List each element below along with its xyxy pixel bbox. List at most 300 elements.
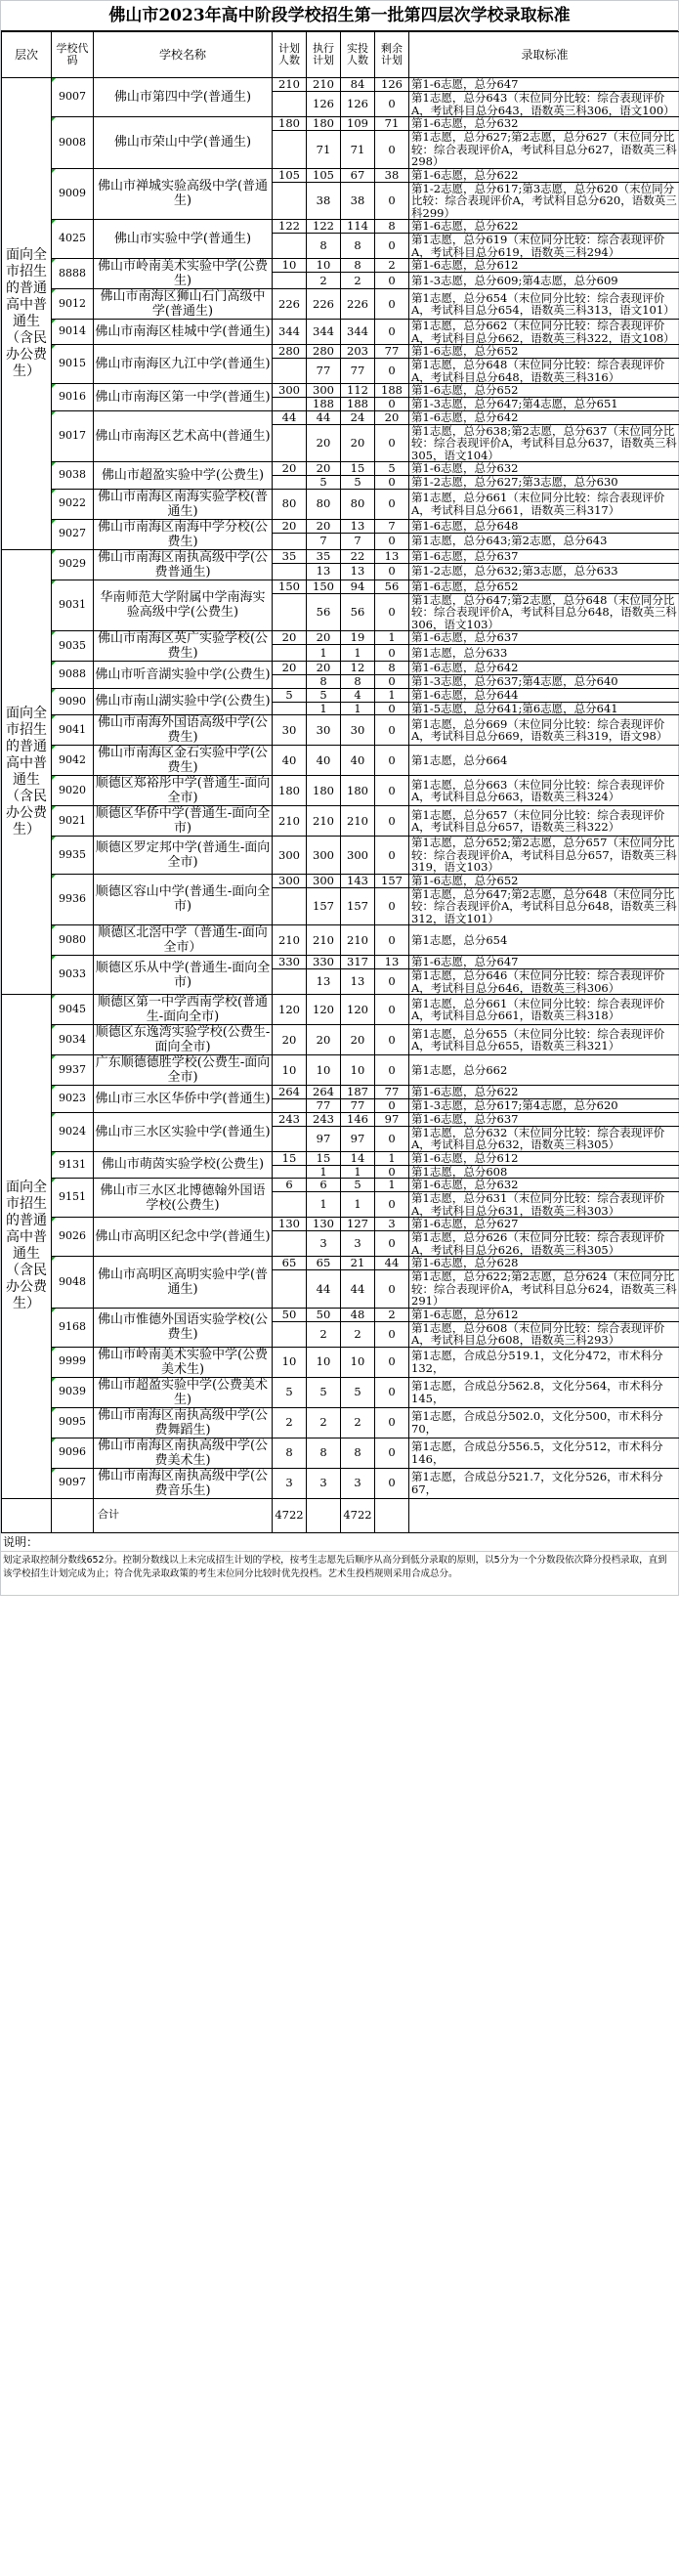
plan-count: 20 [273,662,307,675]
plan-count [273,424,307,462]
school-name: 佛山市南海区南执高级中学(公费普通生) [94,549,273,580]
admission-standard: 第1-3志愿，总分609;第4志愿，总分609 [409,273,679,289]
table-row [2,1151,679,1165]
actual-count: 120 [341,995,375,1025]
plan-count: 210 [273,806,307,837]
exec-plan: 105 [307,168,341,182]
admission-standard: 第1-6志愿，总分632 [409,117,679,131]
remaining-plan: 0 [375,1407,409,1438]
admission-standard: 第1志愿，总分626（末位同分比较：综合表现评价A，考试科目总分626，语数英三科305） [409,1231,679,1257]
actual-count: 15 [341,462,375,476]
plan-count: 300 [273,874,307,887]
exec-plan: 20 [307,631,341,645]
total-blank-code [52,1498,94,1532]
school-name: 佛山市三水区北博德翰外国语学校(公费生) [94,1179,273,1218]
plan-count: 130 [273,1218,307,1231]
actual-count: 97 [341,1126,375,1151]
admission-standard: 第1-6志愿，总分652 [409,384,679,398]
plan-count [273,1270,307,1309]
remaining-plan: 0 [375,1055,409,1086]
admission-standard: 第1志愿，总分619（末位同分比较：综合表现评价A，考试科目总分619，语数英三科294） [409,234,679,259]
exec-plan: 180 [307,776,341,806]
exec-plan: 2 [307,273,341,289]
school-name: 佛山市高明区高明实验中学(普通生) [94,1257,273,1309]
exec-plan: 8 [307,1438,341,1468]
exec-plan: 210 [307,78,341,92]
remaining-plan: 0 [375,887,409,925]
school-name: 佛山市萌茵实验学校(公费生) [94,1151,273,1179]
remaining-plan: 157 [375,874,409,887]
school-code: 9012 [52,289,94,320]
school-code: 9039 [52,1377,94,1407]
actual-count: 7 [341,533,375,549]
admission-standard: 第1志愿，总分648（末位同分比较：综合表现评价A，考试科目总分648，语数英三科316） [409,359,679,384]
plan-count: 10 [273,1055,307,1086]
school-code: 9021 [52,806,94,837]
admission-standard: 第1志愿，总分661（末位同分比较：综合表现评价A，考试科目总分661，语数英三科318） [409,995,679,1025]
remaining-plan: 0 [375,1025,409,1055]
remaining-plan: 0 [375,92,409,117]
exec-plan: 20 [307,1025,341,1055]
remaining-plan: 13 [375,549,409,563]
actual-count: 109 [341,117,375,131]
table-row [2,220,679,234]
admission-standard: 第1-6志愿，总分637 [409,1112,679,1126]
remaining-plan: 0 [375,925,409,956]
actual-count: 56 [341,593,375,631]
school-name: 顺德区乐从中学(普通生-面向全市) [94,956,273,995]
exec-plan: 10 [307,1347,341,1377]
exec-plan: 20 [307,662,341,675]
remaining-plan: 44 [375,1257,409,1270]
admission-standard: 第1-6志愿，总分647 [409,956,679,969]
table-row [2,1055,679,1086]
school-code: 9027 [52,519,94,549]
school-name: 佛山市岭南美术实验中学(公费美术生) [94,1347,273,1377]
header-level: 层次 [2,32,52,78]
school-code: 9024 [52,1112,94,1151]
admission-standard: 第1志愿，总分652;第2志愿，总分657（末位同分比较：综合表现评价A，考试科目总分657，语数英三科319，语文103） [409,837,679,875]
exec-plan: 56 [307,593,341,631]
table-row [2,1468,679,1498]
plan-count: 35 [273,549,307,563]
plan-count [273,887,307,925]
exec-plan: 5 [307,476,341,490]
admission-standard: 第1志愿，总分643;第2志愿，总分643 [409,533,679,549]
actual-count: 2 [341,1321,375,1347]
plan-count: 300 [273,384,307,398]
table-row [2,1086,679,1099]
school-code: 9096 [52,1438,94,1468]
actual-count: 5 [341,1179,375,1192]
plan-count [273,1231,307,1257]
exec-plan: 8 [307,234,341,259]
plan-count: 210 [273,925,307,956]
school-name: 华南师范大学附属中学南海实验高级中学(公费生) [94,580,273,631]
admission-standard: 第1志愿，总分633 [409,645,679,662]
actual-count: 1 [341,1165,375,1179]
remaining-plan: 8 [375,662,409,675]
school-name: 顺德区容山中学(普通生-面向全市) [94,874,273,925]
school-name: 佛山市南海区南执高级中学(公费音乐生) [94,1468,273,1498]
actual-count: 84 [341,78,375,92]
remaining-plan: 0 [375,675,409,689]
admission-standard: 第1志愿，总分662（末位同分比较：综合表现评价A，考试科目总分662，语数英三科322，语文108） [409,320,679,345]
plan-count: 80 [273,489,307,519]
admission-standard: 第1-5志愿，总分641;第6志愿，总分641 [409,702,679,715]
plan-count [273,593,307,631]
plan-count: 210 [273,78,307,92]
actual-count: 146 [341,1112,375,1126]
admission-standard: 第1志愿，总分654 [409,925,679,956]
exec-plan: 97 [307,1126,341,1151]
header-row [2,32,679,78]
remaining-plan: 0 [375,1126,409,1151]
school-name: 佛山市南海区南海中学分校(公费生) [94,519,273,549]
table-row [2,289,679,320]
school-name: 佛山市禅城实验高级中学(普通生) [94,168,273,220]
actual-count: 157 [341,887,375,925]
actual-count: 8 [341,234,375,259]
school-name: 佛山市南山湖实验中学(公费生) [94,688,273,715]
school-name: 顺德区郑裕彤中学(普通生-面向全市) [94,776,273,806]
school-code: 9048 [52,1257,94,1309]
admission-standard: 第1志愿，总分655（末位同分比较：综合表现评价A，考试科目总分655，语数英三科321） [409,1025,679,1055]
admission-standard: 第1-6志愿，总分642 [409,410,679,424]
exec-plan: 10 [307,259,341,273]
exec-plan: 50 [307,1308,341,1321]
table-row [2,837,679,875]
actual-count: 180 [341,776,375,806]
remaining-plan: 126 [375,78,409,92]
table-row [2,1218,679,1231]
school-name: 佛山市荣山中学(普通生) [94,117,273,169]
admission-standard: 第1-6志愿，总分622 [409,1086,679,1099]
actual-count: 22 [341,549,375,563]
remaining-plan: 0 [375,320,409,345]
remaining-plan: 3 [375,1218,409,1231]
school-name: 佛山市南海区南执高级中学(公费舞蹈生) [94,1407,273,1438]
table-row [2,1438,679,1468]
plan-count: 50 [273,1308,307,1321]
school-name: 佛山市南海区金石实验中学(公费生) [94,746,273,776]
admission-standard: 第1志愿，总分662 [409,1055,679,1086]
total-blank-level [2,1498,52,1532]
remaining-plan: 0 [375,398,409,411]
remaining-plan: 0 [375,1192,409,1218]
plan-count [273,969,307,995]
header-standard: 录取标准 [409,32,679,78]
actual-count: 77 [341,1099,375,1113]
remaining-plan: 0 [375,806,409,837]
remaining-plan: 0 [375,273,409,289]
admission-standard: 第1-6志愿，总分612 [409,259,679,273]
exec-plan: 180 [307,117,341,131]
exec-plan: 13 [307,969,341,995]
table-row [2,925,679,956]
school-code: 9020 [52,776,94,806]
school-name: 佛山市南海区英广实验学校(公费生) [94,631,273,662]
admission-standard: 第1-6志愿，总分632 [409,462,679,476]
actual-count: 210 [341,806,375,837]
plan-count [273,131,307,169]
table-row [2,1112,679,1126]
plan-count [273,398,307,411]
table-row [2,1179,679,1192]
plan-count [273,1165,307,1179]
school-code: 9014 [52,320,94,345]
plan-count: 5 [273,688,307,702]
school-code: 9009 [52,168,94,220]
exec-plan: 35 [307,549,341,563]
plan-count [273,92,307,117]
school-code: 9023 [52,1086,94,1113]
remaining-plan: 13 [375,956,409,969]
remaining-plan: 77 [375,345,409,359]
school-name: 佛山市惟德外国语实验学校(公费生) [94,1308,273,1347]
actual-count: 94 [341,580,375,593]
school-name: 佛山市南海区第一中学(普通生) [94,384,273,411]
exec-plan: 38 [307,182,341,220]
school-code: 9131 [52,1151,94,1179]
admission-standard: 第1志愿，总分657（末位同分比较：综合表现评价A，考试科目总分657，语数英三科322） [409,806,679,837]
remaining-plan: 38 [375,168,409,182]
plan-count: 122 [273,220,307,234]
plan-count [273,359,307,384]
remaining-plan: 0 [375,1468,409,1498]
table-row [2,662,679,675]
school-name: 顺德区罗定邦中学(普通生-面向全市) [94,837,273,875]
admission-standard: 第1-6志愿，总分648 [409,519,679,533]
plan-count: 180 [273,117,307,131]
table-row [2,874,679,887]
admission-standard: 第1志愿，总分631（末位同分比较：综合表现评价A，考试科目总分631，语数英三科303） [409,1192,679,1218]
school-code: 9022 [52,489,94,519]
admission-standard: 第1志愿，合成总分519.1，文化分472，市术科分132， [409,1347,679,1377]
school-name: 广东顺德德胜学校(公费生-面向全市) [94,1055,273,1086]
admission-standard: 第1-6志愿，总分637 [409,631,679,645]
admission-standard: 第1-6志愿，总分612 [409,1308,679,1321]
remaining-plan: 0 [375,1438,409,1468]
exec-plan: 20 [307,519,341,533]
school-code: 9151 [52,1179,94,1218]
plan-count: 20 [273,1025,307,1055]
remaining-plan: 1 [375,1179,409,1192]
school-code: 9088 [52,662,94,689]
total-label: 合计 [94,1498,273,1532]
table-row [2,631,679,645]
admission-standard: 第1-6志愿，总分632 [409,1179,679,1192]
remaining-plan: 0 [375,234,409,259]
table-row [2,1257,679,1270]
exec-plan: 300 [307,837,341,875]
plan-count: 180 [273,776,307,806]
school-name: 佛山市超盈实验中学(公费生) [94,462,273,490]
remaining-plan: 0 [375,995,409,1025]
actual-count: 67 [341,168,375,182]
actual-count: 10 [341,1055,375,1086]
remaining-plan: 0 [375,359,409,384]
exec-plan: 280 [307,345,341,359]
actual-count: 188 [341,398,375,411]
header-plan: 计划人数 [273,32,307,78]
notes-section [1,1533,678,1595]
actual-count: 77 [341,359,375,384]
table-row [2,519,679,533]
actual-count: 114 [341,220,375,234]
school-code: 9015 [52,345,94,384]
actual-count: 317 [341,956,375,969]
actual-count: 13 [341,563,375,580]
remaining-plan: 2 [375,259,409,273]
total-exec [307,1498,341,1532]
admission-standard: 第1志愿，合成总分556.5，文化分512，市术科分146， [409,1438,679,1468]
table-row [2,715,679,746]
exec-plan: 226 [307,289,341,320]
school-code: 9031 [52,580,94,631]
admission-standard: 第1志愿，合成总分502.0，文化分500，市术科分70， [409,1407,679,1438]
table-row [2,806,679,837]
remaining-plan: 56 [375,580,409,593]
plan-count: 300 [273,837,307,875]
plan-count [273,273,307,289]
school-name: 佛山市南海区桂城中学(普通生) [94,320,273,345]
remaining-plan: 0 [375,489,409,519]
school-name: 佛山市岭南美术实验中学(公费生) [94,259,273,289]
exec-plan: 77 [307,359,341,384]
table-row [2,549,679,563]
school-code: 8888 [52,259,94,289]
school-name: 顺德区华侨中学(普通生-面向全市) [94,806,273,837]
actual-count: 20 [341,1025,375,1055]
remaining-plan: 0 [375,593,409,631]
exec-plan: 122 [307,220,341,234]
actual-count: 2 [341,1407,375,1438]
school-name: 佛山市实验中学(普通生) [94,220,273,259]
level-label: 面向全市招生的普通高中普通生（含民办公费生） [2,78,52,550]
plan-count [273,1321,307,1347]
admission-table [1,31,679,1533]
table-row [2,1308,679,1321]
admission-standard: 第1-2志愿，总分632;第3志愿，总分633 [409,563,679,580]
exec-plan: 344 [307,320,341,345]
exec-plan: 300 [307,874,341,887]
remaining-plan: 0 [375,1165,409,1179]
exec-plan: 3 [307,1468,341,1498]
plan-count [273,533,307,549]
actual-count: 5 [341,476,375,490]
exec-plan: 1 [307,1192,341,1218]
admission-standard: 第1-3志愿，总分637;第4志愿，总分640 [409,675,679,689]
actual-count: 21 [341,1257,375,1270]
remaining-plan: 97 [375,1112,409,1126]
actual-count: 187 [341,1086,375,1099]
remaining-plan: 0 [375,1270,409,1309]
table-row [2,462,679,476]
school-name: 佛山市南海区狮山石门高级中学(普通生) [94,289,273,320]
admission-standard: 第1志愿，总分646（末位同分比较：综合表现评价A，考试科目总分646，语数英三科306） [409,969,679,995]
remaining-plan: 5 [375,462,409,476]
remaining-plan: 2 [375,1308,409,1321]
remaining-plan: 0 [375,182,409,220]
admission-standard: 第1-3志愿，总分647;第4志愿，总分651 [409,398,679,411]
plan-count [273,645,307,662]
admission-standard: 第1-6志愿，总分622 [409,168,679,182]
actual-count: 3 [341,1468,375,1498]
admission-standard: 第1-2志愿，总分617;第3志愿，总分620（末位同分比较：综合表现评价A，考试科目总分620，语数英三科299） [409,182,679,220]
actual-count: 20 [341,424,375,462]
school-name: 顺德区东逸湾实验学校(公费生-面向全市) [94,1025,273,1055]
header-remain: 剩余计划 [375,32,409,78]
actual-count: 8 [341,1438,375,1468]
school-name: 佛山市南海区艺术高中(普通生) [94,410,273,462]
header-name: 学校名称 [94,32,273,78]
remaining-plan: 0 [375,645,409,662]
remaining-plan: 0 [375,289,409,320]
table-row [2,168,679,182]
exec-plan: 157 [307,887,341,925]
actual-count: 143 [341,874,375,887]
admission-standard: 第1志愿，总分654（末位同分比较：综合表现评价A，考试科目总分654，语数英三科313，语文101） [409,289,679,320]
header-actual: 实投人数 [341,32,375,78]
table-row [2,259,679,273]
plan-count: 65 [273,1257,307,1270]
notes-body: 划定录取控制分数线652分。控制分数线以上未完成招生计划的学校，按考生志愿先后顺序从高分到低分录取的原则，以5分为一个分数段依次降分投档录取，直到该学校招生计划完成为止；符合优先录取政策的考生末位同分比较时优先投档。艺术生投档规则采用合成总分。 [3,1554,667,1579]
admission-standard: 第1志愿，总分608 [409,1165,679,1179]
school-name: 顺德区第一中学西南学校(普通生-面向全市) [94,995,273,1025]
school-name: 顺德区北滘中学（普通生-面向全市） [94,925,273,956]
admission-standard: 第1志愿，总分638;第2志愿，总分637（末位同分比较：综合表现评价A，考试科目总分637，语数英三科305，语文104） [409,424,679,462]
actual-count: 203 [341,345,375,359]
table-row [2,384,679,398]
school-name: 佛山市三水区实验中学(普通生) [94,1112,273,1151]
level-label: 面向全市招生的普通高中普通生（含民办公费生） [2,549,52,995]
table-row [2,78,679,92]
remaining-plan: 0 [375,424,409,462]
admission-standard: 第1志愿，总分647;第2志愿，总分648（末位同分比较：综合表现评价A，考试科目总分648，语数英三科306，语文103） [409,593,679,631]
actual-count: 226 [341,289,375,320]
school-name: 佛山市南海区南执高级中学(公费美术生) [94,1438,273,1468]
actual-count: 8 [341,675,375,689]
exec-plan: 20 [307,462,341,476]
table-row [2,320,679,345]
table-row [2,688,679,702]
school-code: 9029 [52,549,94,580]
plan-count: 5 [273,1377,307,1407]
school-code: 9041 [52,715,94,746]
exec-plan: 6 [307,1179,341,1192]
admission-standard: 第1-6志愿，总分652 [409,345,679,359]
actual-count: 13 [341,969,375,995]
remaining-plan: 1 [375,631,409,645]
school-code: 4025 [52,220,94,259]
admission-standard: 第1志愿，合成总分521.7，文化分526，市术科分67， [409,1468,679,1498]
table-row [2,956,679,969]
actual-count: 5 [341,1377,375,1407]
admission-standard: 第1-6志愿，总分627 [409,1218,679,1231]
school-code: 9034 [52,1025,94,1055]
level-label: 面向全市招生的普通高中普通生（含民办公费生） [2,995,52,1499]
actual-count: 1 [341,1192,375,1218]
school-code: 9080 [52,925,94,956]
admission-standard: 第1志愿，总分669（末位同分比较：综合表现评价A，考试科目总分669，语数英三科319，语文98） [409,715,679,746]
total-standard [409,1498,679,1532]
plan-count: 40 [273,746,307,776]
plan-count [273,702,307,715]
total-remain [375,1498,409,1532]
total-actual: 4722 [341,1498,375,1532]
school-name: 佛山市南海外国语高级中学(公费生) [94,715,273,746]
